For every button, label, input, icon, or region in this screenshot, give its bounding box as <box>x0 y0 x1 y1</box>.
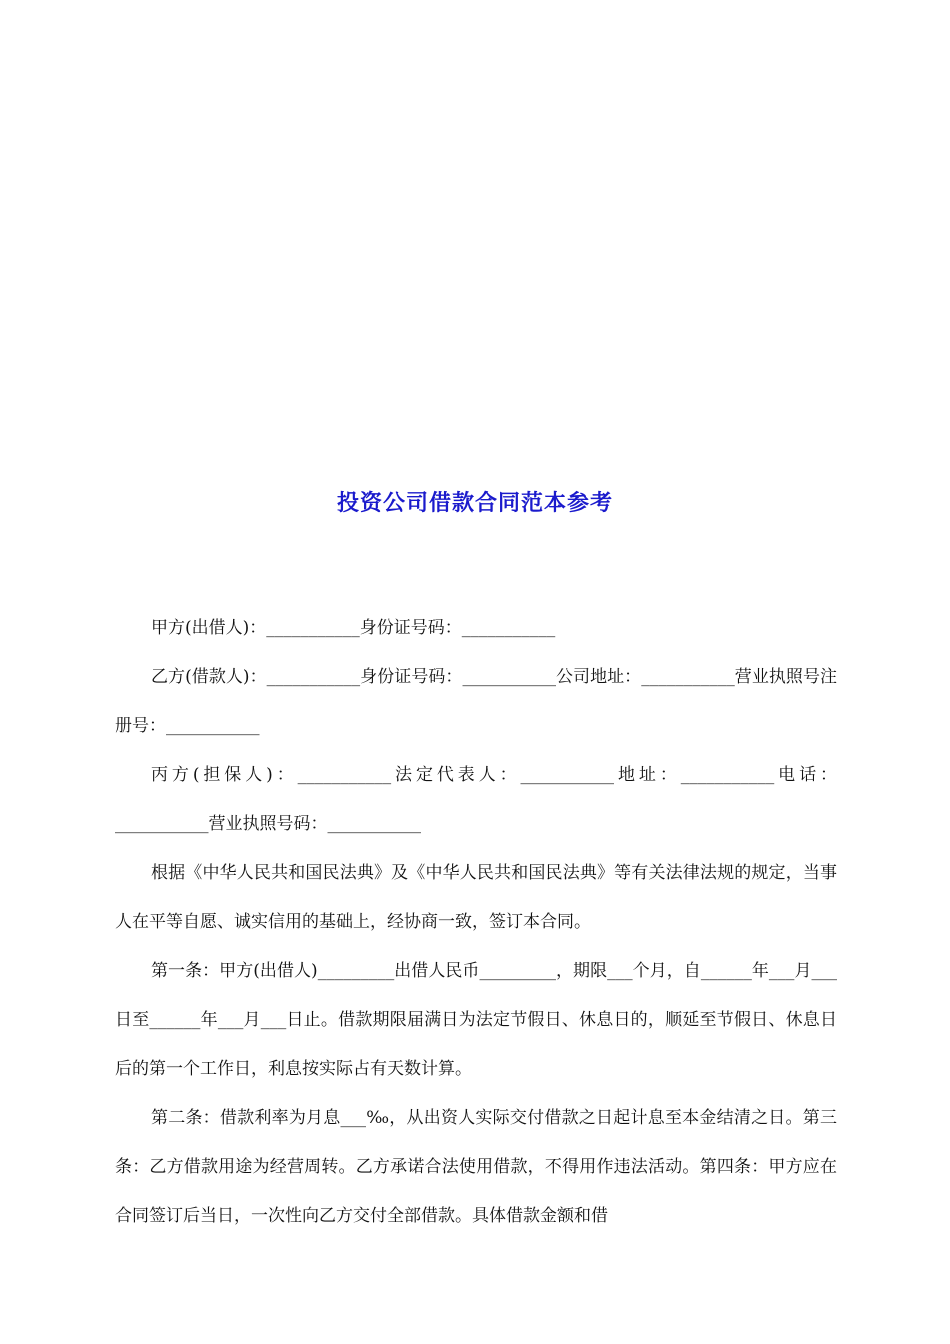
paragraph-party-b: 乙方(借款人)：___________身份证号码：___________公司地址：___________营业执照号注册号：___________ <box>115 667 837 736</box>
paragraph-article-2-4: 第二条：借款利率为月息___‰，从出资人实际交付借款之日起计息至本金结清之日。第三条：乙方借款用途为经营周转。乙方承诺合法使用借款，不得用作违法活动。第四条：甲方应在合同签订后当日，一次性向乙方交付全部借款。具体借款金额和借 <box>115 1108 837 1226</box>
paragraph-preamble: 根据《中华人民共和国民法典》及《中华人民共和国民法典》等有关法律法规的规定，当事人在平等自愿、诚实信用的基础上，经协商一致，签订本合同。 <box>115 863 837 932</box>
document-body <box>115 604 837 1241</box>
paragraph-party-a: 甲方(出借人)：___________身份证号码：___________ <box>151 618 556 638</box>
paragraph-article-1: 第一条：甲方(出借人)_________出借人民币_________，期限___个月，自______年___月___日至______年___月___日止。借款期限届满日为法定节假日、休息日的，顺延至节假日、休息日后的第一个工作日，利息按实际占有天数计算。 <box>115 961 837 1079</box>
paragraph-party-c: 丙方(担保人)：___________法定代表人：___________地址：___________电话：___________营业执照号码：___________ <box>115 765 837 834</box>
document-title: 投资公司借款合同范本参考 <box>336 491 613 516</box>
